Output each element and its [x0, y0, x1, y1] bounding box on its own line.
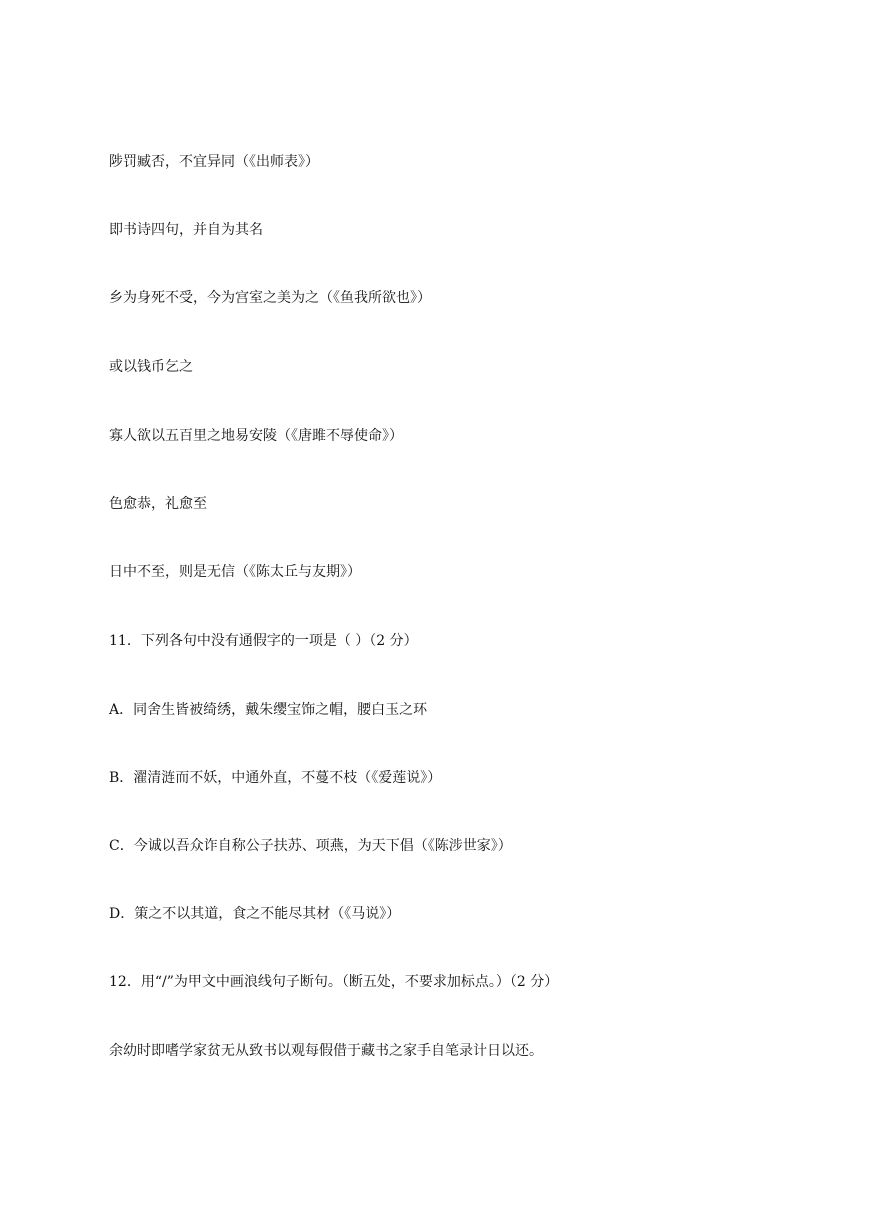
question-12-passage: 余幼时即嗜学家贫无从致书以观每假借于藏书之家手自笔录计日以还。: [109, 1043, 543, 1059]
question-11-option-c: C．今诚以吾众诈自称公子扶苏、项燕，为天下倡（《陈涉世家》）: [109, 838, 512, 854]
question-11-option-a: A．同舍生皆被绮绣，戴朱缨宝饰之帽，腰白玉之环: [109, 702, 428, 718]
question-12-stem: 12．用“/”为甲文中画浪线句子断句。（断五处，不要求加标点。）（2 分）: [109, 974, 559, 990]
text-line-5: 寡人欲以五百里之地易安陵（《唐雎不辱使命》）: [109, 428, 403, 444]
question-11-stem: 11．下列各句中没有通假字的一项是（ ）（2 分）: [109, 633, 418, 649]
text-line-1: 陟罚臧否，不宜异同（《出师表》）: [109, 154, 319, 170]
question-11-option-d: D．策之不以其道，食之不能尽其材（《马说》）: [109, 906, 401, 922]
text-line-7: 日中不至，则是无信（《陈太丘与友期》）: [109, 564, 361, 580]
text-line-2: 即书诗四句，并自为其名: [109, 222, 263, 238]
question-11-option-b: B．濯清涟而不妖，中通外直，不蔓不枝（《爱莲说》）: [109, 770, 442, 786]
text-line-6: 色愈恭，礼愈至: [109, 496, 207, 512]
text-line-3: 乡为身死不受，今为宫室之美为之（《鱼我所欲也》）: [109, 290, 431, 306]
text-line-4: 或以钱币乞之: [109, 359, 193, 375]
